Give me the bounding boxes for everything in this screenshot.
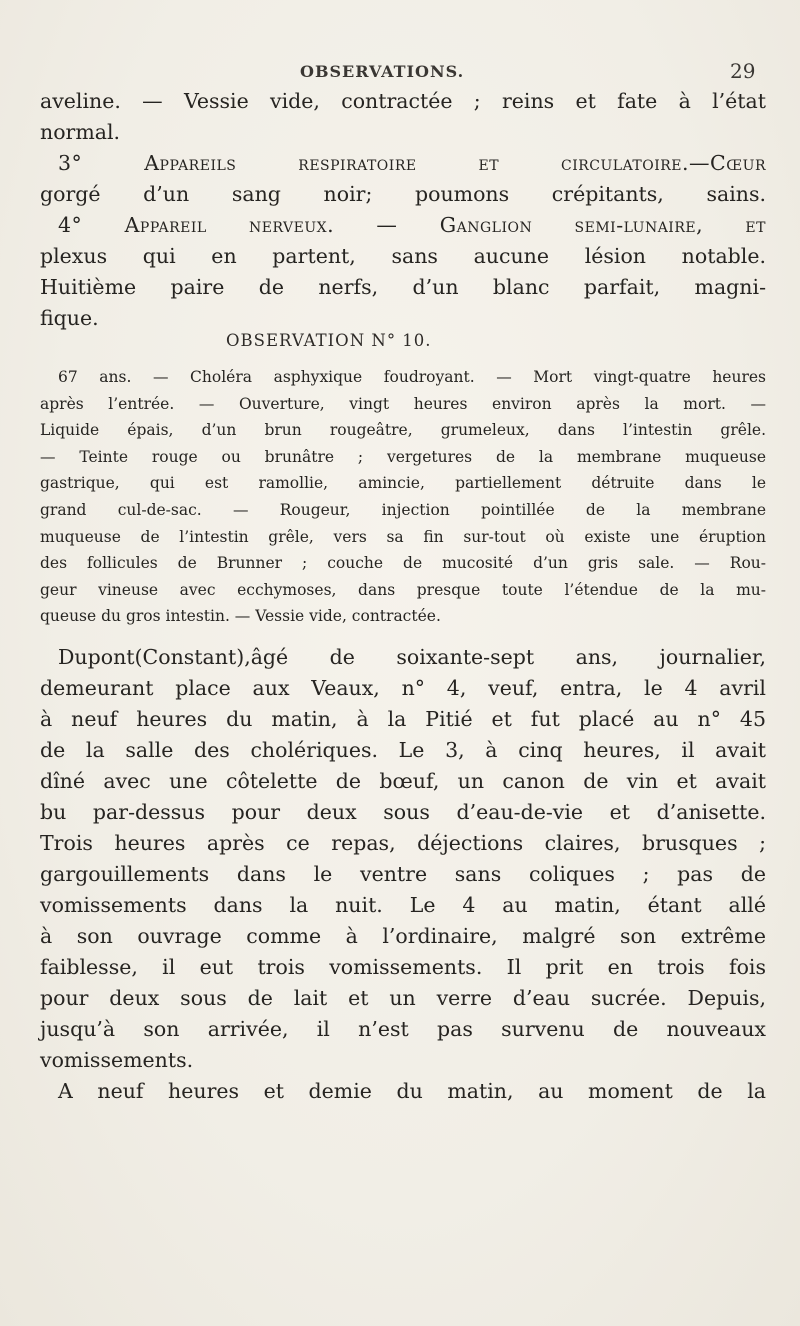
text-line: Huitième paire de nerfs, d’un blanc parfait, magni- [40, 275, 766, 299]
body-line: vomissements. [40, 1048, 194, 1072]
body-line: dîné avec une côtelette de bœuf, un canon de vin et avait [40, 769, 766, 793]
summary-line: — Teinte rouge ou brunâtre ; vergetures de la membrane muqueuse [40, 447, 766, 466]
body-line: jusqu’à son arrivée, il n’est pas survenu de nouveaux [40, 1017, 766, 1041]
summary-line: muqueuse de l’intestin grêle, vers sa fin sur-tout où existe une éruption [40, 527, 766, 546]
body-line: à neuf heures du matin, à la Pitié et fut placé au n° 45 [40, 707, 766, 731]
page-number: 29 [730, 59, 756, 83]
text-line: normal. [40, 120, 121, 144]
case-narrative [40, 642, 766, 1107]
top-paragraphs [40, 86, 766, 334]
summary-line: Liquide épais, d’un brun rougeâtre, grumeleux, dans l’intestin grêle. [40, 421, 766, 440]
summary-line: geur vineuse avec ecchymoses, dans presque toute l’étendue de la mu- [40, 580, 766, 599]
section-heading-nervous: 4° Appareil nerveux. — Ganglion semi-lunaire, et [58, 213, 766, 237]
body-line: pour deux sous de lait et un verre d’eau sucrée. Depuis, [40, 986, 766, 1010]
body-line: de la salle des cholériques. Le 3, à cinq heures, il avait [40, 738, 766, 762]
summary-line: gastrique, qui est ramollie, amincie, partiellement détruite dans le [40, 474, 766, 493]
text-line: aveline. — Vessie vide, contractée ; reins et fate à l’état [40, 89, 766, 113]
body-line: gargouillements dans le ventre sans coliques ; pas de [40, 862, 766, 886]
body-line: vomissements dans la nuit. Le 4 au matin, étant allé [40, 893, 766, 917]
body-line: faiblesse, il eut trois vomissements. Il prit en trois fois [40, 955, 766, 979]
text-line: plexus qui en partent, sans aucune lésion notable. [40, 244, 766, 268]
summary-line: des follicules de Brunner ; couche de mucosité d’un gris sale. — Rou- [40, 554, 766, 573]
text-line: gorgé d’un sang noir; poumons crépitants, sains. [40, 182, 766, 206]
summary-line: queuse du gros intestin. — Vessie vide, contractée. [40, 607, 441, 626]
body-line: à son ouvrage comme à l’ordinaire, malgré son extrême [40, 924, 766, 948]
observation-title: OBSERVATION N° 10. [226, 331, 432, 350]
body-line: A neuf heures et demie du matin, au moment de la [58, 1079, 766, 1103]
summary-line: grand cul-de-sac. — Rougeur, injection pointillée de la membrane [40, 500, 766, 519]
summary-line: après l’entrée. — Ouverture, vingt heures environ après la mort. — [40, 394, 766, 413]
running-title: OBSERVATIONS. [300, 62, 465, 81]
body-line: Trois heures après ce repas, déjections claires, brusques ; [40, 831, 766, 855]
observation-summary [40, 364, 766, 630]
body-line: bu par-dessus pour deux sous d’eau-de-vie et d’anisette. [40, 800, 766, 824]
text-line: fique. [40, 306, 99, 330]
summary-line: 67 ans. — Choléra asphyxique foudroyant. — Mort vingt-quatre heures [58, 368, 766, 386]
body-line: Dupont(Constant),âgé de soixante-sept ans, journalier, [58, 645, 766, 669]
body-line: demeurant place aux Veaux, n° 4, veuf, entra, le 4 avril [40, 676, 766, 700]
section-heading-respiratory: 3° Appareils respiratoire et circulatoire.—Cœur [58, 151, 766, 175]
